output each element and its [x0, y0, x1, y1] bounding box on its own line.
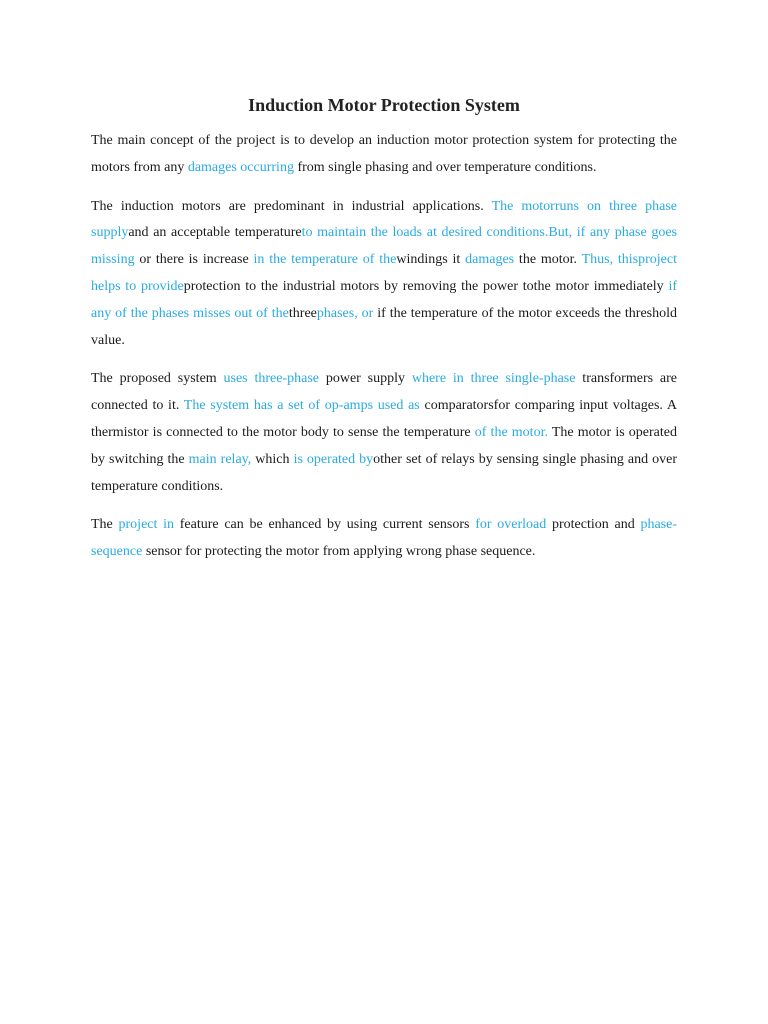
document-body — [91, 93, 677, 578]
highlighted-text: in the temperature of the — [253, 252, 397, 268]
highlighted-text: for overload — [475, 517, 547, 533]
body-text: comparatorsfor comparing input voltages. A thermistor is connected to the motor body to sense the temperature — [91, 398, 677, 440]
highlighted-text: The system has a set of op-amps used as — [183, 398, 420, 414]
highlighted-text: The motorruns on three phase supply — [91, 198, 677, 241]
highlighted-text: Thus, thisproject helps to provide — [91, 252, 677, 294]
highlighted-text: uses three-phase — [223, 371, 319, 387]
body-text: from single phasing and over temperature conditions. — [293, 159, 597, 175]
highlighted-text: project in — [118, 517, 175, 533]
paragraph — [91, 194, 677, 355]
highlighted-text: of the motor. — [474, 424, 548, 440]
body-text: protection and — [546, 517, 641, 533]
body-text: if the temperature of the motor exceeds the threshold value. — [91, 305, 677, 348]
paragraph — [91, 366, 677, 500]
body-text: or there is increase — [134, 252, 254, 268]
highlighted-text: where in three single-phase — [411, 371, 576, 387]
body-text: which — [251, 451, 294, 467]
body-text: the motor. — [514, 252, 582, 268]
body-text: feature can be enhanced by using current sensors — [174, 517, 476, 533]
document-title: Induction Motor Protection System — [248, 95, 520, 115]
body-text: power supply — [319, 371, 412, 387]
body-text: other set of relays by sensing single phasing and over temperature conditions. — [91, 451, 677, 494]
paragraph — [91, 512, 677, 566]
highlighted-text: if any of the phases misses out of the — [91, 278, 677, 321]
highlighted-text: is operated by — [293, 451, 374, 467]
body-text: windings it — [396, 252, 466, 268]
paragraph — [91, 128, 677, 182]
highlighted-text: to maintain the loads at desired conditions.But, if any phase goes missing — [91, 225, 677, 268]
body-text: The main concept of the project is to develop an induction motor protection system for protecting the motors from any — [91, 133, 677, 175]
body-text: and an acceptable temperature — [128, 225, 302, 241]
body-text: transformers are connected to it. — [91, 371, 677, 414]
body-text: The proposed system — [91, 371, 224, 387]
body-text: The motor is operated by switching the — [91, 424, 678, 467]
body-text: protection to the industrial motors by removing the power tothe motor immediately — [183, 278, 669, 294]
highlighted-text: phases, or — [316, 305, 374, 321]
highlighted-text: damages occurring — [187, 159, 294, 175]
highlighted-text: phase-sequence — [91, 517, 677, 560]
body-text: three — [288, 305, 317, 321]
highlighted-text: main relay, — [188, 451, 252, 467]
body-text: sensor for protecting the motor from applying wrong phase sequence. — [142, 544, 536, 560]
highlighted-text: damages — [465, 252, 515, 268]
paragraph-list — [91, 128, 677, 566]
body-text: The induction motors are predominant in industrial applications. — [91, 198, 492, 214]
body-text: The — [91, 517, 119, 533]
